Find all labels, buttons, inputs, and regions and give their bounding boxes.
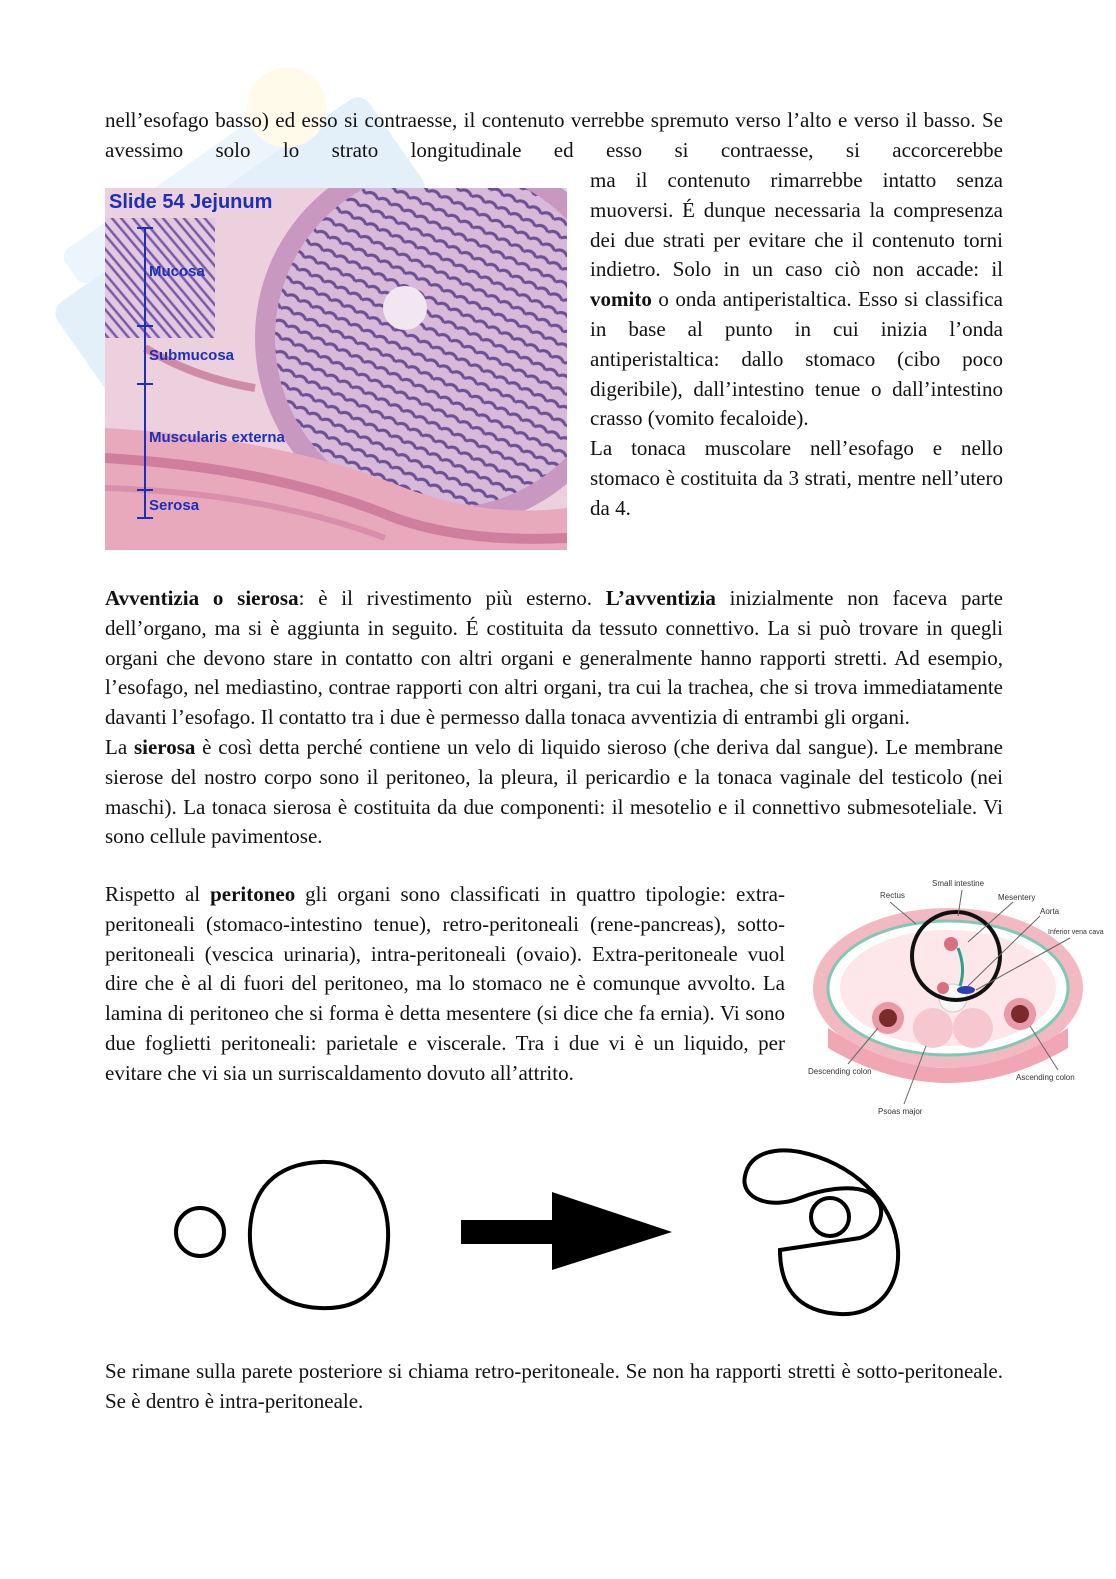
paragraph-bottom: Se rimane sulla parete posteriore si chiama retro-peritoneale. Se non ha rapporti stretti è sotto-peritoneale. Se è dentro è intra-peritoneale. bbox=[105, 1359, 1003, 1413]
vomito-text-1: ma il contenuto rimarrebbe intatto senza muoversi. É dunque necessaria la compresenza dei due strati per evitare che il contenuto torni indietro. Solo in un caso ciò non accade: il bbox=[590, 168, 1003, 282]
label-submucosa: Submucosa bbox=[149, 347, 235, 364]
large-circle-shape bbox=[250, 1162, 388, 1308]
label-aorta: Aorta bbox=[1040, 907, 1060, 916]
peritoneo-text-2: gli organi sono classificati in quattro tipologie: extra-peritoneali (stomaco-intestino tenue), retro-peritoneali (rene-pancreas), sotto-peritoneali (vescica urinaria), intra-peritoneali (ovaio). Extra-peritoneale vuol dire che è al di fuori del peritoneo, ma lo stomaco ne è comunque avvolto. La lamina di peritoneo che si forma è detta mesentere (si dice che fa ernia). Vi sono due foglietti peritoneali: parietale e viscerale. Tra i due vi è un liquido, per evitare che vi sia un surriscaldamento dovuto all’attrito. bbox=[105, 882, 785, 1085]
label-descending-colon: Descending colon bbox=[808, 1067, 872, 1076]
jejunum-title: Slide 54 Jejunum bbox=[109, 191, 273, 213]
avventizia-heading: Avventizia o sierosa bbox=[105, 586, 299, 610]
vomito-text-2: o onda antiperistaltica. Esso si classifica in base al punto in cui inizia l’onda antiperistaltica: dallo stomaco (cibo poco digeribile), dall’intestino tenue o dall’intestino crasso (vomito fecaloide). bbox=[590, 287, 1003, 431]
label-mucosa: Mucosa bbox=[149, 263, 205, 280]
arrow-head-icon bbox=[552, 1192, 672, 1270]
paragraph-top: nell’esofago basso) ed esso si contraesse, il contenuto verrebbe spremuto verso l’alto e verso il basso. Se avessimo solo lo strato longitudinale ed esso si contraesse, si accorcerebbe bbox=[105, 108, 1003, 162]
avventizia-bold-2: L’avventizia bbox=[605, 586, 716, 610]
peritoneo-bold: peritoneo bbox=[210, 882, 296, 906]
small-circle-shape bbox=[176, 1208, 224, 1256]
paragraph-peritoneo bbox=[105, 880, 785, 1089]
vomito-bold: vomito bbox=[590, 287, 652, 312]
paragraph-sierosa bbox=[105, 733, 1003, 852]
label-psoas-major: Psoas major bbox=[878, 1107, 923, 1116]
label-serosa: Serosa bbox=[149, 497, 200, 514]
paragraph-tonaca-muscolare: La tonaca muscolare nell’esofago e nello stomaco è costituita da 3 strati, mentre nell’utero da 4. bbox=[590, 436, 1003, 520]
abdominal-section-image bbox=[808, 878, 1108, 1122]
label-inferior-vena-cava: Inferior vena cava bbox=[1048, 929, 1104, 936]
sierosa-text-1: La bbox=[105, 734, 134, 759]
right-column-text bbox=[590, 166, 1003, 524]
paragraph-vomito bbox=[590, 166, 1003, 434]
sierosa-text-2: è così detta perché contiene un velo di liquido sieroso (che deriva dal sangue). Le membrane sierose del nostro corpo sono il peritoneo, la pleura, il pericardio e la tonaca vaginale del testicolo (nei maschi). La tonaca sierosa è costituita da due componenti: il mesotelio e il connettivo submesoteliale. Vi sono cellule pavimentose. bbox=[105, 734, 1003, 849]
label-mesentery: Mesentery bbox=[998, 893, 1036, 902]
label-small-intestine: Small intestine bbox=[932, 879, 985, 888]
section-avventizia bbox=[105, 584, 1003, 852]
avventizia-text-1: : è il rivestimento più esterno. bbox=[298, 586, 606, 610]
peritoneo-text-1: Rispetto al bbox=[105, 882, 211, 906]
inner-organ-circle bbox=[811, 1198, 849, 1236]
avventizia-text-2: inizialmente non faceva parte dell’organo, ma si è aggiunta in seguito. É costituita da tessuto connettivo. La si può trovare in quegli organi che devono stare in contatto con altri organi e generalmente hanno rapporti stretti. Ad esempio, l’esofago, nel mediastino, contrae rapporti con altri organi, tra cui la trachea, che si trova immediatamente davanti l’esofago. Il contatto tra i due è permesso dalla tonaca avventizia di entrambi gli organi. bbox=[105, 586, 1004, 730]
peritoneum-diagram bbox=[160, 1140, 920, 1320]
label-rectus: Rectus bbox=[880, 891, 905, 900]
arrow-shaft bbox=[461, 1220, 556, 1244]
label-ascending-colon: Ascending colon bbox=[1016, 1073, 1075, 1082]
label-muscularis-externa: Muscularis externa bbox=[149, 429, 285, 446]
paragraph-avventizia bbox=[105, 584, 1003, 733]
jejunum-histology-image bbox=[105, 188, 567, 550]
sierosa-bold: sierosa bbox=[133, 734, 196, 759]
